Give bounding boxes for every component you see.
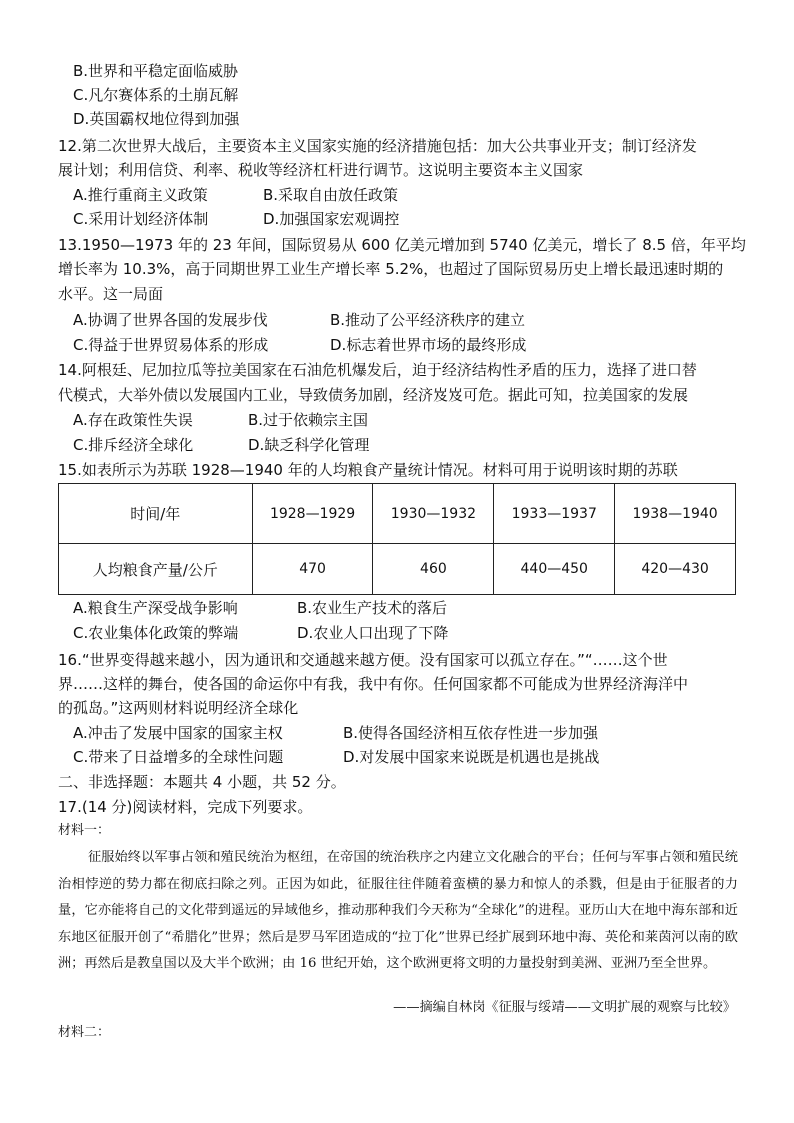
q16-stem-line3: 的孤岛。”这两则材料说明经济全球化	[58, 699, 299, 717]
table-cell: 1938—1940	[615, 484, 736, 544]
q13-stem-line1: 13.1950—1973 年的 23 年间，国际贸易从 600 亿美元增加到 5740 亿美元，增长了 8.5 倍，年平均	[58, 236, 746, 254]
q13-option-a: A.协调了世界各国的发展步伐	[73, 311, 268, 329]
material-1-source: ——摘编自林岗《征服与绥靖——文明扩展的观察与比较》	[393, 1000, 736, 1015]
material-1-paragraph	[58, 845, 738, 978]
q15-stem-line1: 15.如表所示为苏联 1928—1940 年的人均粮食产量统计情况。材料可用于说明该时期的苏联	[58, 461, 678, 479]
q13-stem-line3: 水平。这一局面	[58, 285, 164, 303]
table-cell: 460	[373, 544, 494, 595]
table-row	[59, 484, 736, 544]
q13-option-c: C.得益于世界贸易体系的形成	[73, 336, 269, 354]
material-1-text: 征服始终以军事占领和殖民统治为枢纽，在帝国的统治秩序之内建立文化融合的平台；任何与军事占领和殖民统治相悖逆的势力都在彻底扫除之列。正因为如此，征服往往伴随着蛮横的暴力和惊人的杀戮，但是由于征服者的力量，它亦能将自己的文化带到遥远的异域他乡，推动那种我们今天称为“全球化”的进程。亚历山大在地中海东部和近东地区征服开创了“希腊化”世界；然后是罗马军团造成的“拉丁化”世界已经扩展到环地中海、英伦和莱茵河以南的欧洲；再然后是教皇国以及大半个欧洲；由 16 世纪开始，这个欧洲更将文明的力量投射到美洲、亚洲乃至全世界。	[58, 850, 738, 971]
table-cell: 1933—1937	[494, 484, 615, 544]
q16-option-a: A.冲击了发展中国家的国家主权	[73, 724, 283, 742]
table-row-header: 时间/年	[59, 484, 253, 544]
grain-output-table	[58, 483, 736, 595]
q14-option-d: D.缺乏科学化管理	[248, 436, 370, 454]
q12-stem-line2: 展计划；利用信贷、利率、税收等经济杠杆进行调节。这说明主要资本主义国家	[58, 161, 584, 179]
q16-stem-line1: 16.“世界变得越来越小，因为通讯和交通越来越方便。没有国家可以孤立存在。”“……这个世	[58, 651, 668, 669]
q15-option-a: A.粮食生产深受战争影响	[73, 599, 238, 617]
material-2-label: 材料二：	[58, 1025, 111, 1040]
q16-option-c: C.带来了日益增多的全球性问题	[73, 748, 284, 766]
table-cell: 440—450	[494, 544, 615, 595]
material-1-label: 材料一：	[58, 823, 111, 838]
q14-option-b: B.过于依赖宗主国	[248, 411, 369, 429]
q11-option-d: D.英国霸权地位得到加强	[73, 110, 240, 128]
q11-option-b: B.世界和平稳定面临威胁	[73, 62, 239, 80]
section-heading: 二、非选择题：本题共 4 小题，共 52 分。	[58, 773, 346, 791]
q15-option-b: B.农业生产技术的落后	[297, 599, 448, 617]
table-cell: 1928—1929	[252, 484, 373, 544]
table-cell: 1930—1932	[373, 484, 494, 544]
q12-option-a: A.推行重商主义政策	[73, 186, 208, 204]
q16-option-b: B.使得各国经济相互依存性进一步加强	[343, 724, 599, 742]
q15-option-c: C.农业集体化政策的弊端	[73, 624, 239, 642]
q14-stem-line1: 14.阿根廷、尼加拉瓜等拉美国家在石油危机爆发后，迫于经济结构性矛盾的压力，选择了进口替	[58, 361, 697, 379]
q12-stem-line1: 12.第二次世界大战后，主要资本主义国家实施的经济措施包括：加大公共事业开支；制订经济发	[58, 137, 697, 155]
q11-option-c: C.凡尔赛体系的土崩瓦解	[73, 86, 239, 104]
q12-option-b: B.采取自由放任政策	[263, 186, 399, 204]
q12-option-d: D.加强国家宏观调控	[263, 210, 400, 228]
table-row	[59, 544, 736, 595]
q12-option-c: C.采用计划经济体制	[73, 210, 209, 228]
table-cell: 420—430	[615, 544, 736, 595]
q16-option-d: D.对发展中国家来说既是机遇也是挑战	[343, 748, 600, 766]
q15-option-d: D.农业人口出现了下降	[297, 624, 449, 642]
q17-heading: 17.(14 分)阅读材料，完成下列要求。	[58, 798, 313, 816]
q14-option-a: A.存在政策性失误	[73, 411, 193, 429]
q16-stem-line2: 界……这样的舞台，使各国的命运你中有我，我中有你。任何国家都不可能成为世界经济海洋中	[58, 675, 689, 693]
q14-option-c: C.排斥经济全球化	[73, 436, 194, 454]
q13-stem-line2: 增长率为 10.3%，高于同期世界工业生产增长率 5.2%，也超过了国际贸易历史上增长最迅速时期的	[58, 260, 724, 278]
q13-option-b: B.推动了公平经济秩序的建立	[330, 311, 526, 329]
q14-stem-line2: 代模式，大举外债以发展国内工业，导致债务加剧，经济岌岌可危。据此可知，拉美国家的发展	[58, 386, 689, 404]
q13-option-d: D.标志着世界市场的最终形成	[330, 336, 527, 354]
table-cell: 470	[252, 544, 373, 595]
table-row-header: 人均粮食产量/公斤	[59, 544, 253, 595]
